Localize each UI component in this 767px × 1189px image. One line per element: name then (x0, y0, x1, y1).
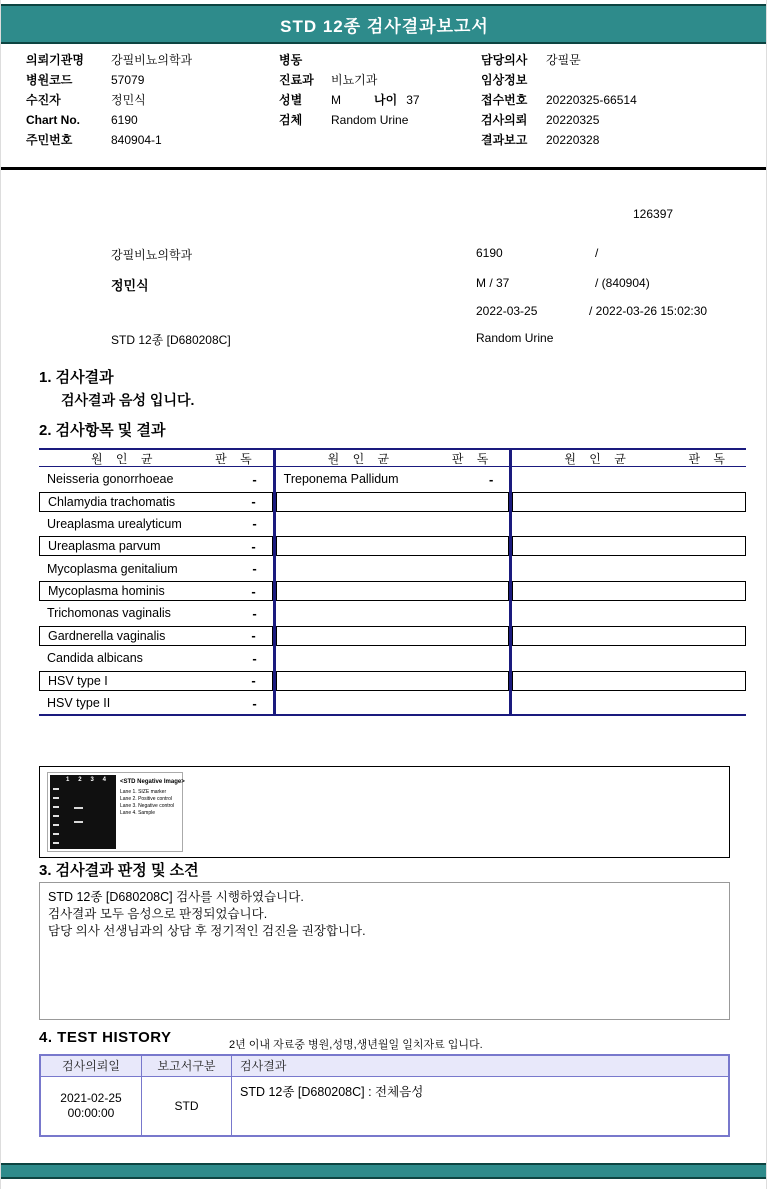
organism-column-header: 원 인 균 (91, 451, 158, 466)
organism-row (276, 581, 510, 601)
organism-row (276, 626, 510, 646)
organism-row (276, 671, 510, 691)
field-row (279, 110, 479, 130)
organism-row (512, 558, 746, 580)
title-bar-fill (1, 6, 767, 42)
organism-name: Treponema Pallidum (283, 472, 399, 487)
history-result-cell: STD 12종 [D680208C] : 전체음성 (231, 1077, 728, 1135)
gel-legend (120, 779, 185, 817)
field-row (26, 110, 276, 130)
field-label: 담당의사 (481, 53, 528, 67)
requester-info-column (26, 50, 276, 150)
organism-row (39, 468, 273, 490)
document-number: 126397 (633, 207, 674, 221)
organism-row (39, 626, 273, 646)
field-row (26, 130, 276, 150)
field-value: 정민식 (111, 93, 146, 107)
result-table-column-3 (509, 448, 746, 714)
field-row (481, 130, 746, 150)
summary-sex-age: M / 37 (476, 276, 510, 290)
gel-band (74, 807, 83, 809)
field-value: 6190 (111, 113, 138, 127)
history-header-cell: 검사결과 (231, 1056, 728, 1077)
organism-row (276, 558, 510, 580)
organism-name: Ureaplasma parvum (48, 539, 161, 554)
field-value: 강필비뇨의학과 (111, 53, 193, 67)
organism-name: Mycoplasma hominis (48, 584, 165, 599)
comment-line: 담당 의사 선생님과의 상담 후 정기적인 검진을 권장합니다. (48, 924, 366, 938)
gel-image-frame (39, 766, 730, 858)
organism-row (39, 492, 273, 512)
summary-chart-number: 6190 (476, 246, 503, 260)
section3-heading: 3. 검사결과 판정 및 소견 (39, 862, 199, 879)
organism-row (512, 671, 746, 691)
history-header-cell: 보고서구분 (141, 1056, 231, 1077)
clinic-info-column (279, 50, 479, 130)
organism-row (39, 581, 273, 601)
organism-name: Chlamydia trachomatis (48, 494, 176, 509)
field-value: 20220328 (546, 133, 600, 147)
organism-row (276, 647, 510, 669)
summary-slash: / (595, 246, 599, 260)
header-separator-rule (1, 167, 767, 170)
result-column-header: 판 독 (688, 451, 731, 466)
field-value: 비뇨기과 (331, 73, 378, 87)
gel-lane-description: Lane 1. SIZE marker (120, 789, 167, 795)
history-report-type-cell: STD (141, 1077, 231, 1135)
section1-heading: 1. 검사결과 (39, 369, 114, 386)
overall-result-text: 검사결과 음성 입니다. (61, 392, 195, 408)
field-row (279, 50, 479, 70)
organism-name: Gardnerella vaginalis (48, 628, 166, 643)
result-table-header (276, 448, 510, 467)
organism-row (512, 513, 746, 535)
summary-patient-name: 정민식 (111, 278, 149, 293)
organism-column-header: 원 인 균 (327, 451, 395, 466)
comment-line: 검사결과 모두 음성으로 판정되었습니다. (48, 907, 268, 921)
gel-lane-number: 2 (78, 777, 82, 783)
organism-result: - (251, 673, 256, 689)
field-value: Random Urine (331, 113, 409, 127)
summary-birth: / (840904) (595, 276, 650, 290)
field-label: Chart No. (26, 113, 80, 127)
history-request-date-cell (41, 1077, 141, 1135)
organism-result: - (251, 538, 256, 554)
organism-result: - (252, 471, 257, 487)
result-table-column-2 (273, 448, 510, 714)
organism-row (512, 602, 746, 624)
gel-lane-number: 1 (66, 777, 70, 783)
organism-row (512, 536, 746, 556)
report-title-bar (1, 4, 767, 44)
title-bar-bottom-rule (1, 42, 767, 44)
field-label: 의뢰기관명 (26, 53, 84, 67)
organism-name: HSV type II (47, 696, 111, 711)
result-table-body (276, 467, 510, 714)
organism-row (512, 581, 746, 601)
field-row (26, 90, 276, 110)
organism-row (39, 536, 273, 556)
field-value: 20220325-66514 (546, 93, 637, 107)
organism-row (39, 671, 273, 691)
result-table-header (39, 448, 273, 467)
summary-report-datetime: / 2022-03-26 15:02:30 (589, 304, 708, 318)
gel-lane-number: 4 (102, 777, 106, 783)
comment-line: STD 12종 [D680208C] 검사를 시행하였습니다. (48, 890, 304, 904)
gel-lane-description: Lane 4. Sample (120, 810, 156, 816)
result-column-header: 판 독 (451, 451, 494, 466)
organism-row (276, 536, 510, 556)
gel-lane-list (120, 789, 182, 817)
summary-hospital-name: 강필비뇨의학과 (111, 248, 193, 262)
organism-row (276, 513, 510, 535)
gel-size-marker-ladder (53, 788, 59, 846)
organism-result: - (252, 695, 257, 711)
organism-column-header: 원 인 균 (564, 451, 631, 466)
history-request-time: 00:00:00 (67, 1106, 115, 1120)
field-row (481, 70, 746, 90)
section2-heading: 2. 검사항목 및 결과 (39, 422, 166, 439)
history-header-row (41, 1056, 728, 1077)
test-history-heading: 4. TEST HISTORY (39, 1029, 172, 1046)
organism-row (39, 647, 273, 669)
result-column-header: 판 독 (215, 451, 257, 466)
organism-row (39, 558, 273, 580)
organism-row (276, 692, 510, 714)
history-row (41, 1077, 728, 1135)
field-row (279, 70, 479, 90)
organism-row (39, 692, 273, 714)
gel-lane-description: Lane 3. Negative control (120, 803, 175, 809)
field-label: 성별 (279, 93, 303, 107)
organism-name: Trichomonas vaginalis (47, 606, 171, 621)
organism-result: - (251, 628, 256, 644)
field-label: 수진자 (26, 93, 61, 107)
receipt-info-column (481, 50, 746, 150)
organism-result: - (252, 605, 257, 621)
field-label: 진료과 (279, 73, 314, 87)
field-label: 나이 (374, 93, 398, 107)
comment-box (39, 882, 730, 1020)
organism-name: Mycoplasma genitalium (47, 561, 178, 576)
field-row (481, 110, 746, 130)
organism-result: - (251, 494, 256, 510)
gel-caption: <STD Negative Image> (120, 779, 185, 785)
organism-result: - (489, 471, 494, 487)
field-row (481, 90, 746, 110)
test-history-table (39, 1054, 730, 1137)
organism-row (512, 647, 746, 669)
summary-request-date: 2022-03-25 (476, 304, 538, 318)
result-table-body (39, 467, 273, 714)
organism-name: HSV type I (48, 673, 108, 688)
footer-bar-bottom-rule (1, 1177, 767, 1179)
result-table-column-1 (39, 448, 273, 714)
test-history-note: 2년 이내 자료중 병원,성명,생년월일 일치자료 입니다. (229, 1039, 483, 1051)
organism-row (276, 492, 510, 512)
summary-test-name: STD 12종 [D680208C] (111, 333, 231, 347)
field-label: 검사의뢰 (481, 113, 528, 127)
field-label: 임상정보 (481, 73, 528, 87)
organism-result: - (252, 650, 257, 666)
history-header-cell: 검사의뢰일 (41, 1056, 141, 1077)
field-label: 병동 (279, 53, 303, 67)
result-table (39, 448, 746, 716)
footer-bar (1, 1163, 767, 1179)
organism-row (512, 492, 746, 512)
organism-name: Candida albicans (47, 651, 143, 666)
field-row-sex-age (279, 90, 479, 110)
summary-specimen: Random Urine (476, 331, 554, 345)
gel-lane-numbers (50, 775, 116, 783)
field-label: 병원코드 (26, 73, 73, 87)
organism-result: - (251, 583, 256, 599)
gel-lane-number: 3 (90, 777, 94, 783)
organism-row (276, 468, 510, 490)
comment-lines (48, 889, 721, 940)
organism-name: Neisseria gonorrhoeae (47, 472, 174, 487)
organism-result: - (252, 516, 257, 532)
field-label: 결과보고 (481, 133, 528, 147)
organism-row (39, 602, 273, 624)
organism-row (39, 513, 273, 535)
result-table-header (512, 448, 746, 467)
history-request-date: 2021-02-25 (60, 1091, 122, 1105)
field-row (26, 50, 276, 70)
field-value: 강필문 (546, 53, 581, 67)
gel-band (74, 821, 83, 823)
gel-lane-description: Lane 2. Positive control (120, 796, 172, 802)
gel-image-panel (47, 772, 183, 852)
organism-result: - (252, 561, 257, 577)
field-label: 접수번호 (481, 93, 528, 107)
field-row (481, 50, 746, 70)
result-table-body (512, 467, 746, 714)
field-row (26, 70, 276, 90)
organism-row (512, 468, 746, 490)
gel-electrophoresis-image (50, 775, 116, 849)
field-value: M (331, 93, 341, 107)
organism-name: Ureaplasma urealyticum (47, 516, 182, 531)
history-body (41, 1077, 728, 1135)
field-label: 주민번호 (26, 133, 73, 147)
field-value: 37 (406, 93, 420, 107)
organism-row (276, 602, 510, 624)
field-label: 검체 (279, 113, 303, 127)
footer-bar-fill (1, 1165, 767, 1177)
organism-row (512, 626, 746, 646)
field-value: 57079 (111, 73, 145, 87)
report-title: STD 12종 검사결과보고서 (280, 16, 489, 36)
organism-row (512, 692, 746, 714)
field-value: 840904-1 (111, 133, 162, 147)
field-value: 20220325 (546, 113, 600, 127)
